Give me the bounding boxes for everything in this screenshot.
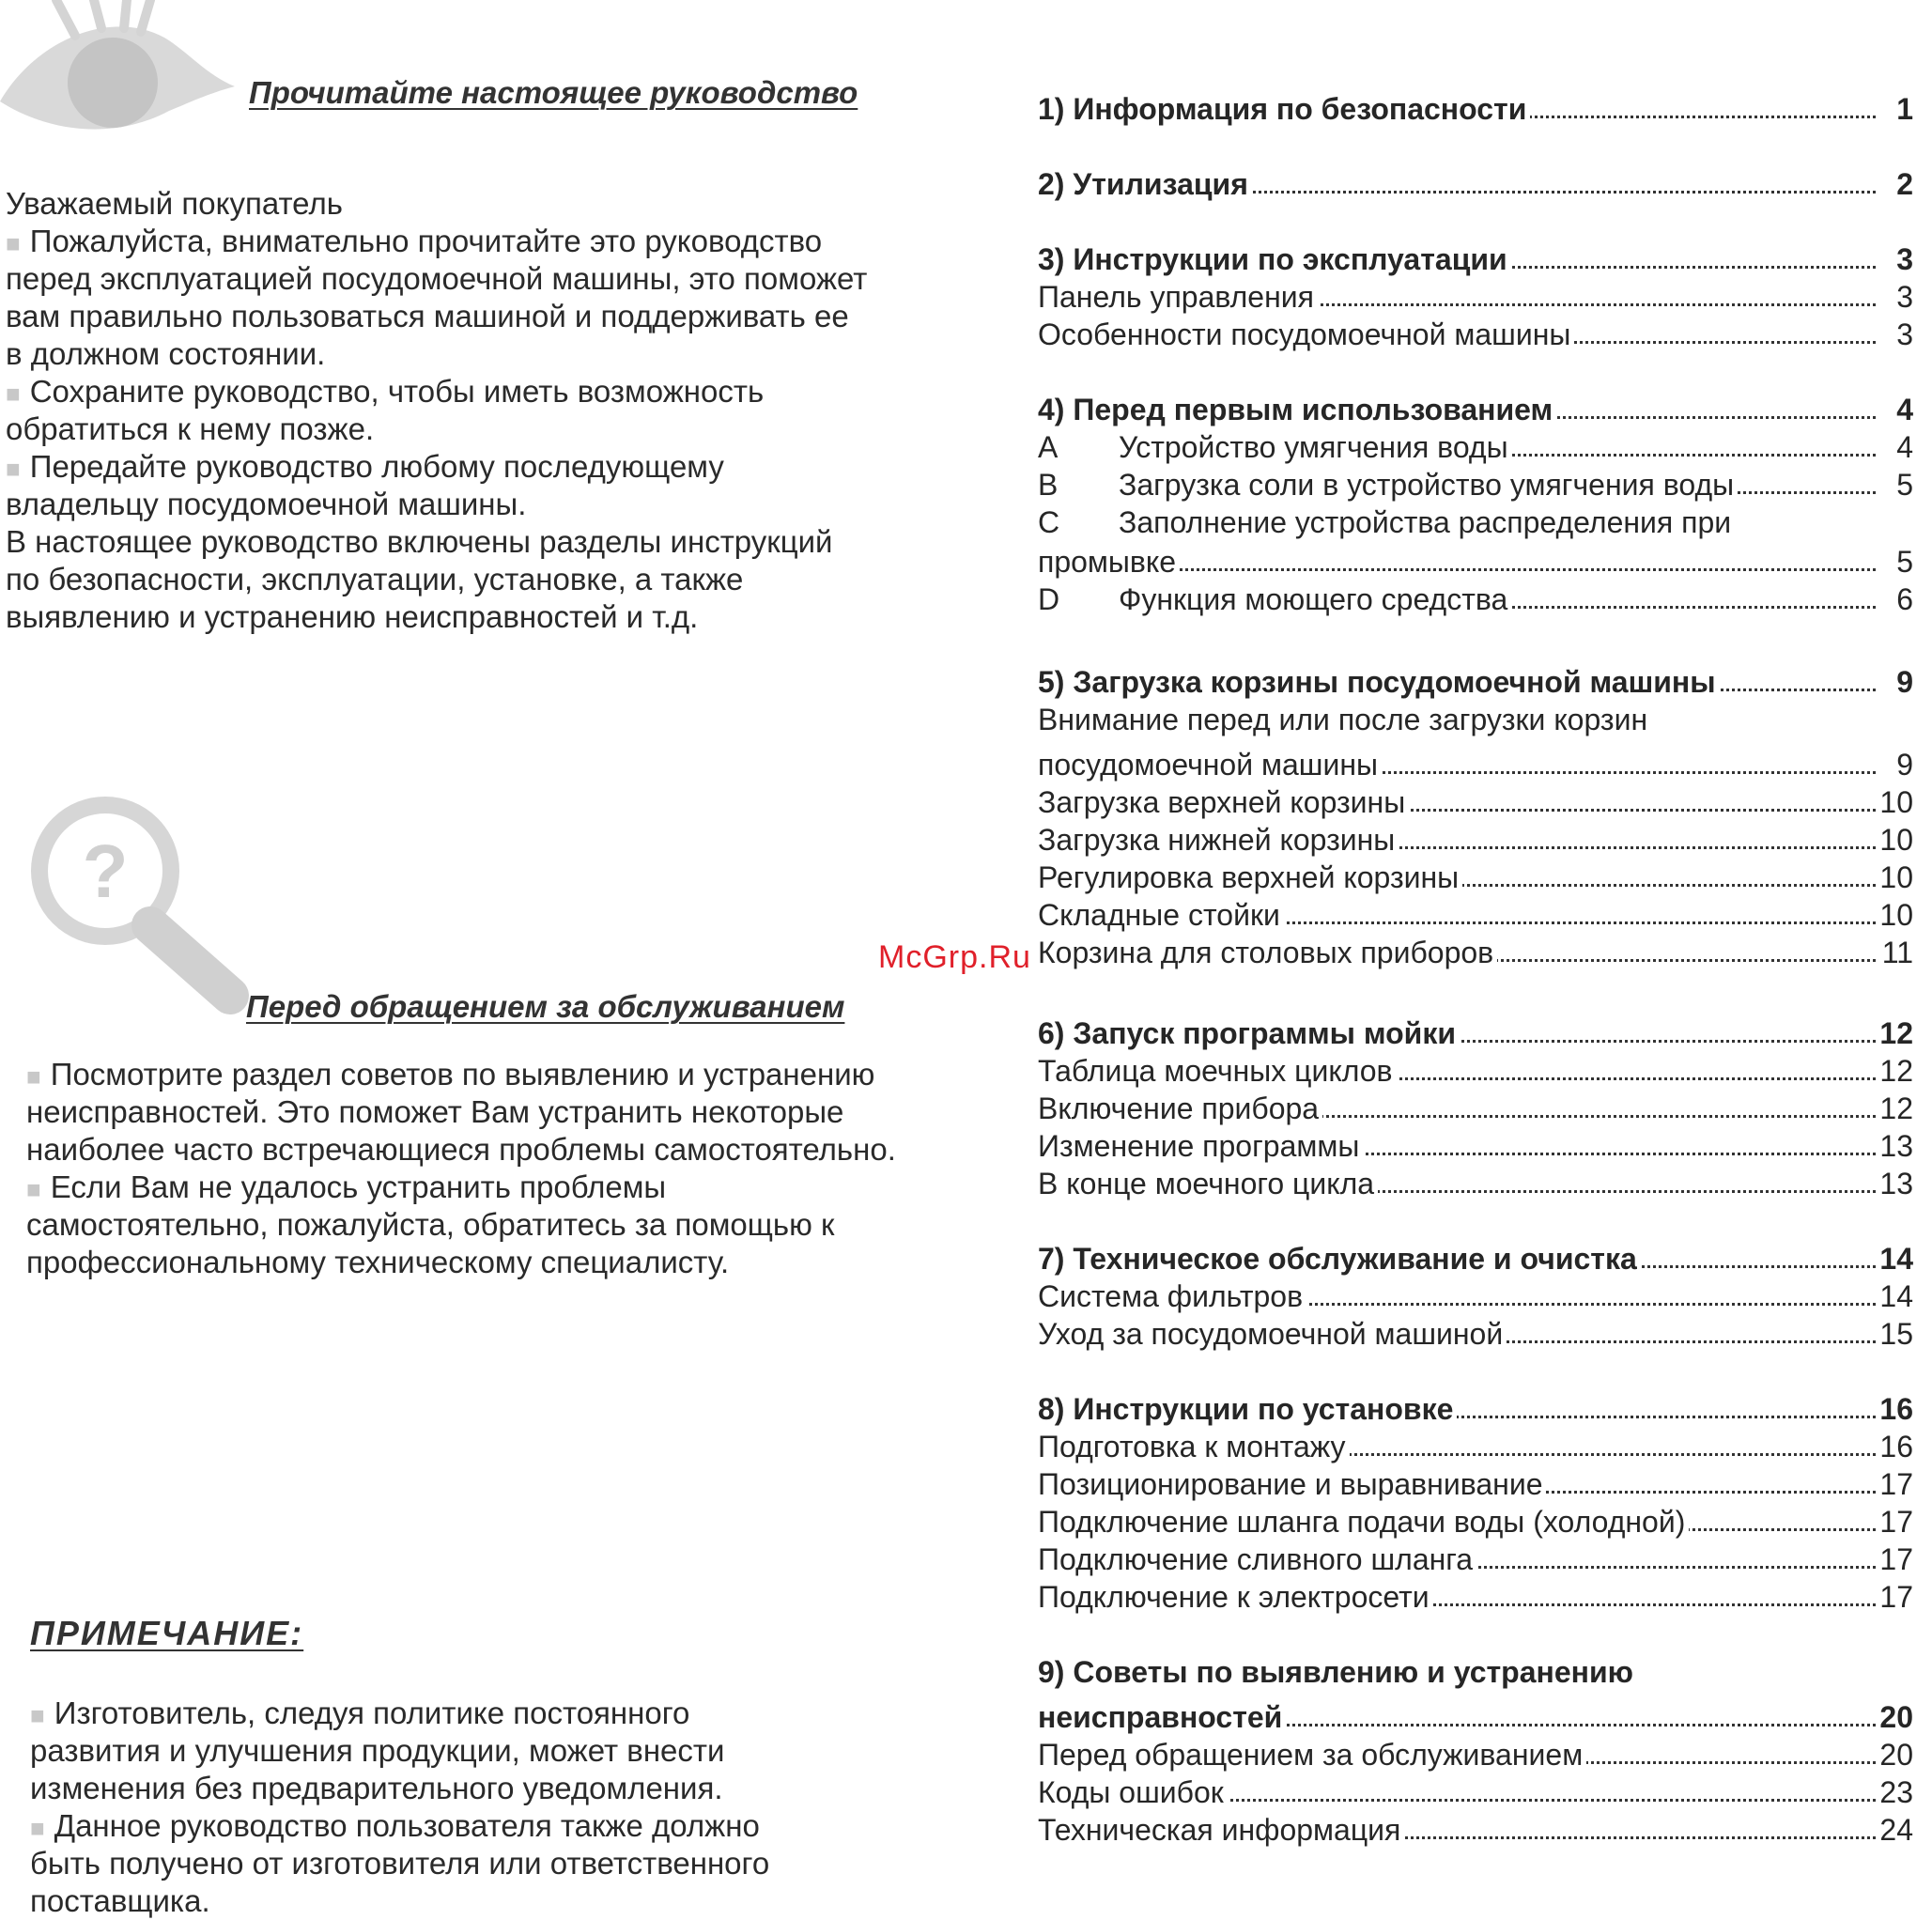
toc-section[interactable]: 9) Советы по выявлению и устранению xyxy=(1038,1655,1633,1689)
toc-item[interactable]: D Функция моющего средства 6 xyxy=(1038,582,1913,616)
paragraph-line: ■ Если Вам не удалось устранить проблемы xyxy=(26,1169,667,1204)
toc-item[interactable]: Подключение сливного шланга 17 xyxy=(1038,1542,1913,1576)
paragraph-line: наиболее часто встречающиеся проблемы самостоятельно. xyxy=(26,1132,896,1167)
bullet-square-icon: ■ xyxy=(26,1062,41,1091)
toc-section[interactable]: 8) Инструкции по установке 16 xyxy=(1038,1392,1913,1426)
paragraph-line: неисправностей. Это поможет Вам устранить некоторые xyxy=(26,1094,844,1129)
toc-section-continued[interactable]: неисправностей 20 xyxy=(1038,1700,1913,1734)
toc-item[interactable]: C Заполнение устройства распределения при xyxy=(1038,505,1732,539)
toc-item[interactable]: Уход за посудомоечной машиной 15 xyxy=(1038,1317,1913,1351)
toc-item[interactable]: Регулировка верхней корзины 10 xyxy=(1038,860,1913,894)
toc-item[interactable]: Корзина для столовых приборов 11 xyxy=(1038,936,1913,969)
bullet-square-icon: ■ xyxy=(6,379,21,408)
paragraph-line: ■ Сохраните руководство, чтобы иметь возможность xyxy=(6,374,765,409)
paragraph-line: быть получено от изготовителя или ответственного xyxy=(30,1846,770,1881)
paragraph-line: поставщика. xyxy=(30,1883,210,1918)
service-paragraph xyxy=(26,1056,896,1281)
toc-item[interactable]: Система фильтров 14 xyxy=(1038,1279,1913,1313)
toc-section[interactable]: 1) Информация по безопасности 1 xyxy=(1038,92,1913,126)
paragraph-line: ■ Посмотрите раздел советов по выявлению и устранению xyxy=(26,1057,875,1092)
eye-icon xyxy=(0,0,244,141)
toc-section[interactable]: 3) Инструкции по эксплуатации 3 xyxy=(1038,242,1913,276)
bullet-square-icon: ■ xyxy=(26,1175,41,1203)
paragraph-line: перед эксплуатацией посудомоечной машины, это поможет xyxy=(6,261,868,296)
toc-item[interactable]: B Загрузка соли в устройство умягчения воды 5 xyxy=(1038,468,1913,502)
bullet-square-icon: ■ xyxy=(30,1701,45,1729)
paragraph-line: в должном состоянии. xyxy=(6,336,326,371)
paragraph-line: ■ Изготовитель, следуя политике постоянного xyxy=(30,1695,690,1730)
toc-section[interactable]: 5) Загрузка корзины посудомоечной машины 9 xyxy=(1038,665,1913,699)
toc-item[interactable]: Подключение шланга подачи воды (холодной) 17 xyxy=(1038,1505,1913,1539)
toc-item[interactable]: Техническая информация 24 xyxy=(1038,1813,1913,1847)
paragraph-line: владельцу посудомоечной машины. xyxy=(6,487,527,521)
paragraph-line: выявлению и устранению неисправностей и т.д. xyxy=(6,599,699,634)
toc-item[interactable]: Подготовка к монтажу 16 xyxy=(1038,1430,1913,1463)
bullet-square-icon: ■ xyxy=(30,1814,45,1842)
paragraph-line: по безопасности, эксплуатации, установке, а также xyxy=(6,562,744,596)
toc-item[interactable]: В конце моечного цикла 13 xyxy=(1038,1167,1913,1200)
toc-item[interactable]: Позиционирование и выравнивание 17 xyxy=(1038,1467,1913,1501)
note-paragraph xyxy=(30,1695,769,1920)
toc-item[interactable]: Подключение к электросети 17 xyxy=(1038,1580,1913,1614)
toc-item[interactable]: Изменение программы 13 xyxy=(1038,1129,1913,1163)
toc-item[interactable]: Включение прибора 12 xyxy=(1038,1092,1913,1125)
paragraph-line: ■ Пожалуйста, внимательно прочитайте это руководство xyxy=(6,224,823,258)
toc-item[interactable]: Складные стойки 10 xyxy=(1038,898,1913,932)
read-manual-paragraph xyxy=(6,185,867,636)
toc-item[interactable]: Панель управления 3 xyxy=(1038,280,1913,314)
paragraph-line: профессиональному техническому специалисту. xyxy=(26,1245,730,1279)
bullet-square-icon: ■ xyxy=(6,455,21,483)
paragraph-line: ■ Передайте руководство любому последующему xyxy=(6,449,724,484)
greeting: Уважаемый покупатель xyxy=(6,186,343,221)
magnifier-question-icon xyxy=(28,794,254,1029)
paragraph-line: вам правильно пользоваться машиной и поддерживать ее xyxy=(6,299,849,333)
watermark: McGrp.Ru xyxy=(878,939,1031,975)
toc-item-continued[interactable]: посудомоечной машины 9 xyxy=(1038,748,1913,782)
toc-item[interactable]: Загрузка верхней корзины 10 xyxy=(1038,785,1913,819)
toc-item-continued[interactable]: промывке 5 xyxy=(1038,545,1913,579)
paragraph-line: самостоятельно, пожалуйста, обратитесь за помощью к xyxy=(26,1207,835,1242)
toc-item[interactable]: A Устройство умягчения воды 4 xyxy=(1038,430,1913,464)
read-manual-heading: Прочитайте настоящее руководство xyxy=(249,75,858,110)
service-heading: Перед обращением за обслуживанием xyxy=(246,989,845,1024)
toc-item[interactable]: Перед обращением за обслуживанием 20 xyxy=(1038,1738,1913,1772)
toc-item[interactable]: Особенности посудомоечной машины 3 xyxy=(1038,317,1913,351)
toc-section[interactable]: 6) Запуск программы мойки 12 xyxy=(1038,1016,1913,1050)
paragraph-line: В настоящее руководство включены разделы инструкций xyxy=(6,524,833,559)
bullet-square-icon: ■ xyxy=(6,229,21,257)
toc-section[interactable]: 4) Перед первым использованием 4 xyxy=(1038,393,1913,426)
toc-item[interactable]: Загрузка нижней корзины 10 xyxy=(1038,823,1913,857)
paragraph-line: обратиться к нему позже. xyxy=(6,411,375,446)
toc-section[interactable]: 2) Утилизация 2 xyxy=(1038,167,1913,201)
toc-item[interactable]: Коды ошибок 23 xyxy=(1038,1775,1913,1809)
toc-item[interactable]: Таблица моечных циклов 12 xyxy=(1038,1054,1913,1088)
paragraph-line: изменения без предварительного уведомления. xyxy=(30,1771,723,1805)
paragraph-line: ■ Данное руководство пользователя также должно xyxy=(30,1808,760,1843)
paragraph-line: развития и улучшения продукции, может внести xyxy=(30,1733,725,1768)
toc-section[interactable]: 7) Техническое обслуживание и очистка 14 xyxy=(1038,1242,1913,1276)
note-heading: ПРИМЕЧАНИЕ: xyxy=(30,1614,304,1652)
toc-item[interactable]: Внимание перед или после загрузки корзин xyxy=(1038,703,1648,736)
svg-text:?: ? xyxy=(82,829,129,913)
